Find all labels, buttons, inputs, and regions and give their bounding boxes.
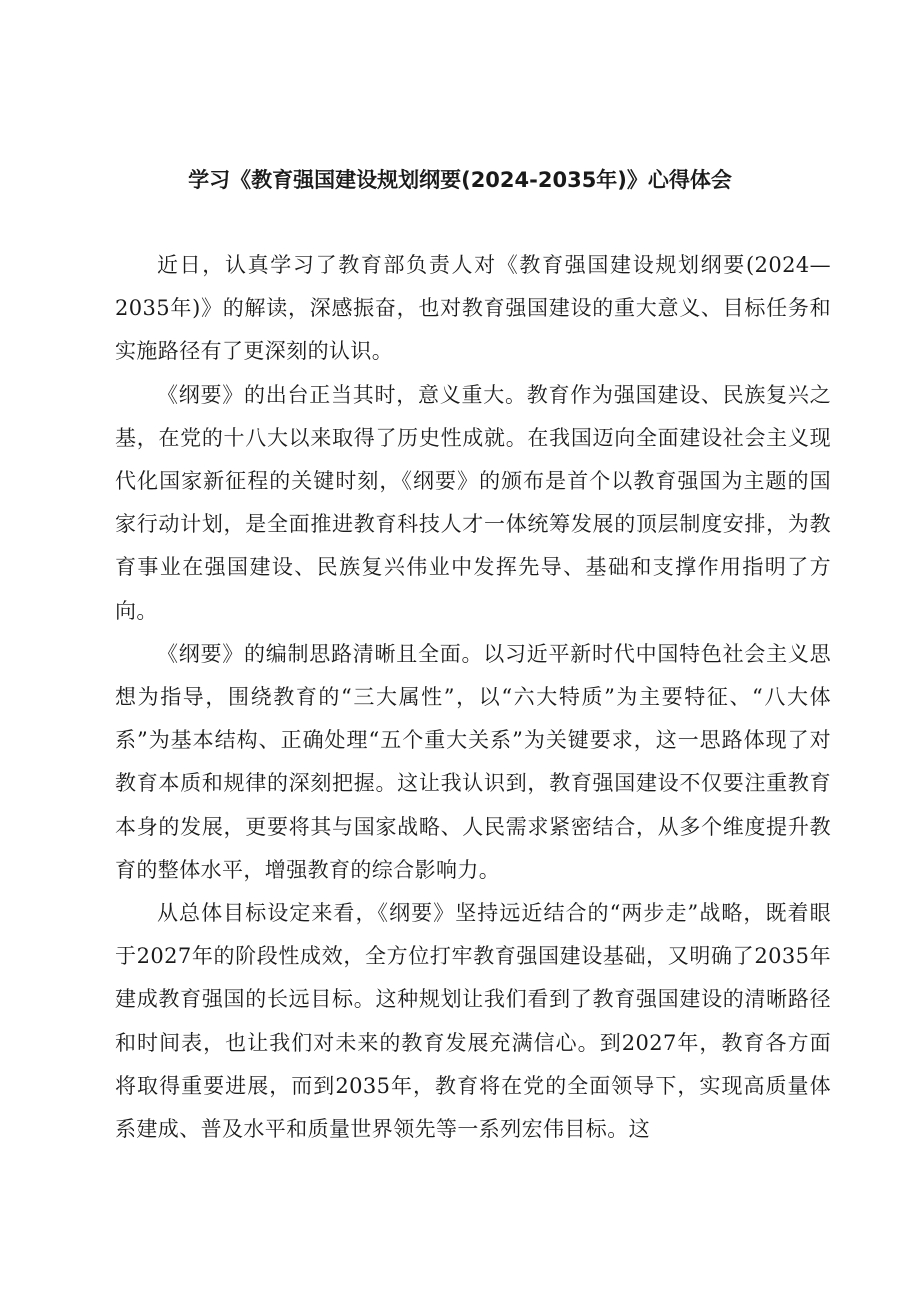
- document-body: [115, 244, 831, 1151]
- paragraph-2: 《纲要》的出台正当其时，意义重大。教育作为强国建设、民族复兴之基，在党的十八大以来取得了历史性成就。在我国迈向全面建设社会主义现代化国家新征程的关键时刻，《纲要》的颁布是首个以教育强国为主题的国家行动计划，是全面推进教育科技人才一体统筹发展的顶层制度安排，为教育事业在强国建设、民族复兴伟业中发挥先导、基础和支撑作用指明了方向。: [115, 382, 831, 623]
- paragraph-1: 近日，认真学习了教育部负责人对《教育强国建设规划纲要(2024—2035年)》的解读，深感振奋，也对教育强国建设的重大意义、目标任务和实施路径有了更深刻的认识。: [115, 253, 831, 364]
- paragraph-3: 《纲要》的编制思路清晰且全面。以习近平新时代中国特色社会主义思想为指导，围绕教育的“三大属性”，以“六大特质”为主要特征、“八大体系”为基本结构、正确处理“五个重大关系”为关键要求，这一思路体现了对教育本质和规律的深刻把握。这让我认识到，教育强国建设不仅要注重教育本身的发展，更要将其与国家战略、人民需求紧密结合，从多个维度提升教育的整体水平，增强教育的综合影响力。: [115, 641, 831, 882]
- document-title: 学习《教育强国建设规划纲要(2024-2035年)》心得体会: [188, 168, 732, 192]
- paragraph-4: 从总体目标设定来看，《纲要》坚持远近结合的“两步走”战略，既着眼于2027年的阶段性成效，全方位打牢教育强国建设基础，又明确了2035年建成教育强国的长远目标。这种规划让我们看到了教育强国建设的清晰路径和时间表，也让我们对未来的教育发展充满信心。到2027年，教育各方面将取得重要进展，而到2035年，教育将在党的全面领导下，实现高质量体系建成、普及水平和质量世界领先等一系列宏伟目标。这: [115, 901, 831, 1142]
